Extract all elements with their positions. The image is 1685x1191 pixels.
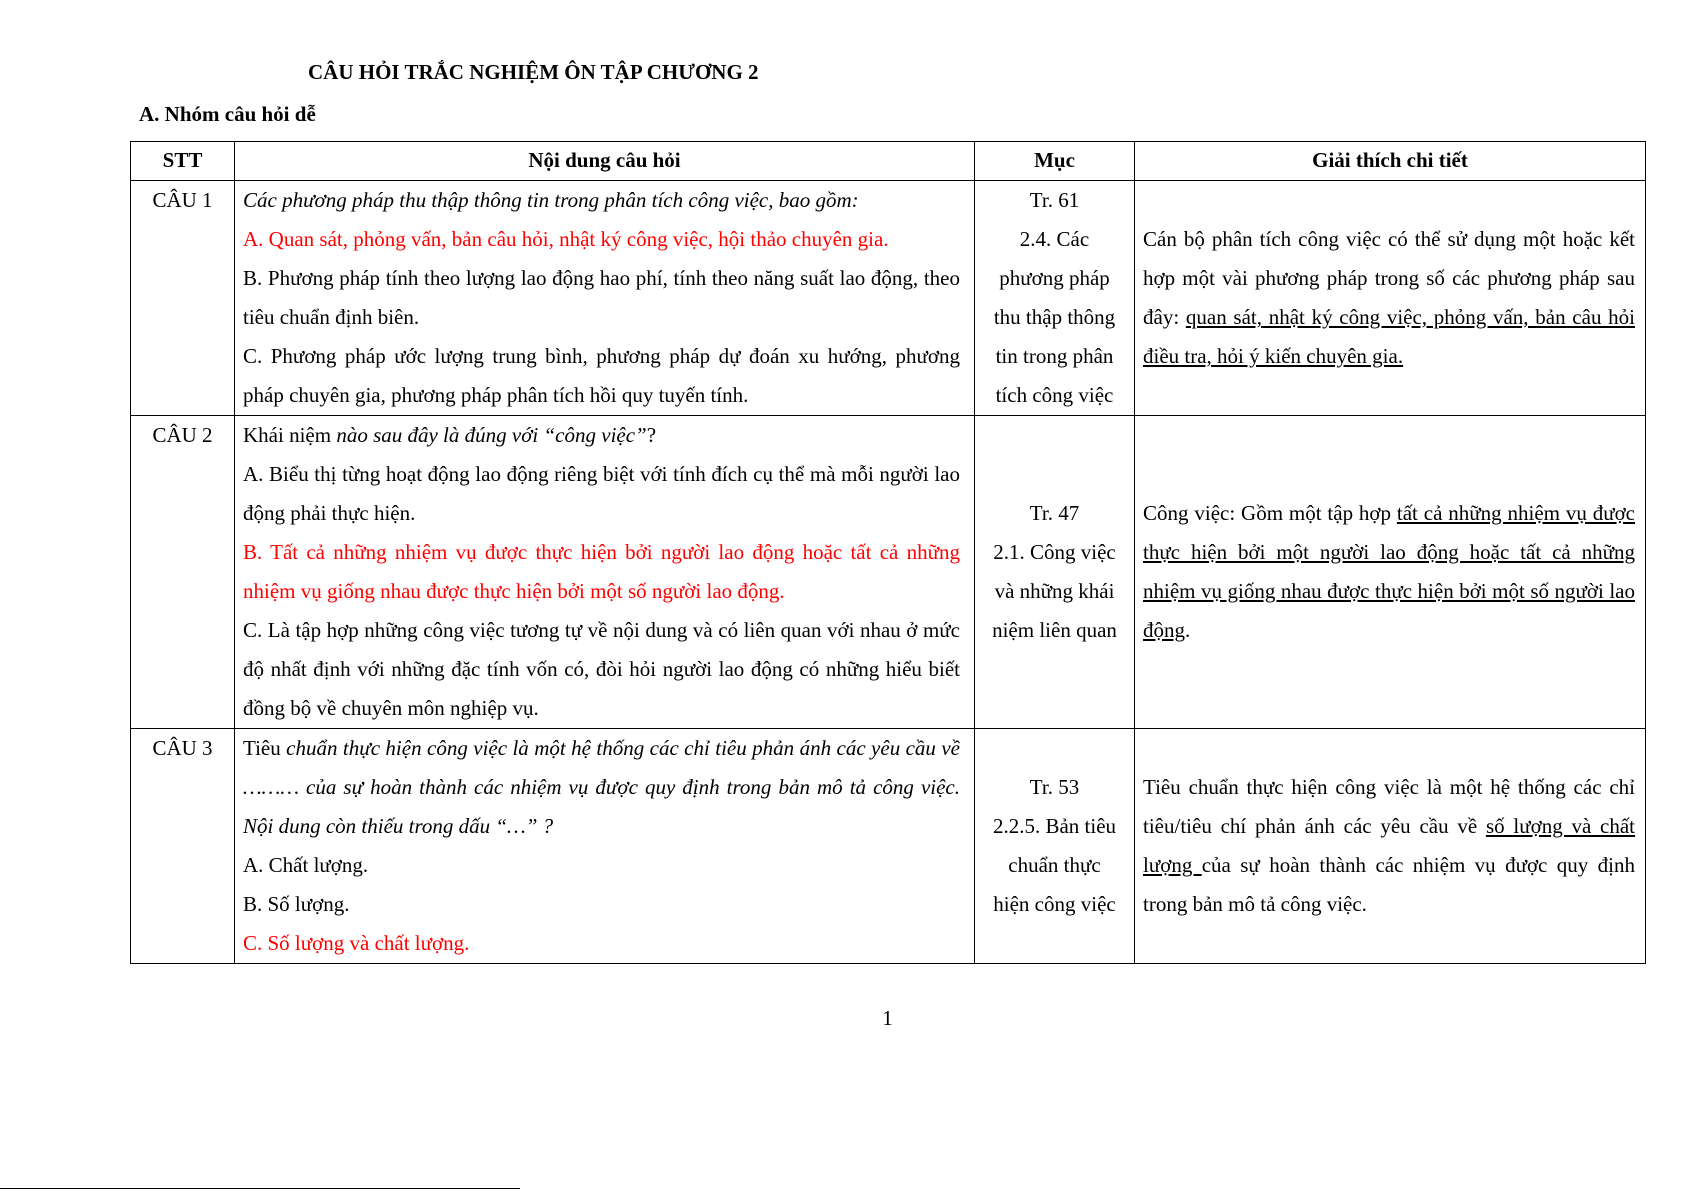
explanation-highlight: tất cả những nhiệm vụ được thực hiện bởi một người lao động hoặc tất cả những nhiệm vụ giống nhau được thực hiện bởi một số người lao động	[1143, 501, 1636, 642]
answer-option: B. Số lượng.	[243, 892, 350, 916]
table-header-row	[131, 142, 1646, 181]
explanation	[1135, 181, 1646, 416]
header-stt: STT	[131, 142, 235, 181]
page-number: 1	[882, 1006, 893, 1030]
question-content	[235, 729, 975, 964]
question-table	[130, 141, 1646, 964]
reference-line: Tr. 53	[1029, 775, 1080, 799]
reference-line: 2.2.5. Bản tiêu	[992, 814, 1117, 838]
explanation-text-end: của sự hoàn thành các nhiệm vụ được quy định trong bản mô tả công việc.	[1143, 853, 1635, 916]
section-reference	[975, 181, 1135, 416]
answer-option: C. Là tập hợp những công việc tương tự về nội dung và có liên quan với nhau ở mức độ nhất định với những đặc tính vốn có, đòi hỏi người lao động có những hiểu biết đồng bộ về chuyên môn nghiệp vụ.	[243, 618, 960, 720]
table-row	[131, 181, 1646, 416]
answer-option: B. Phương pháp tính theo lượng lao động hao phí, tính theo năng suất lao động, theo tiêu chuẩn định biên.	[243, 266, 960, 329]
page-title: CÂU HỎI TRẮC NGHIỆM ÔN TẬP CHƯƠNG 2	[308, 60, 759, 84]
reference-line: tin trong phân	[995, 344, 1114, 368]
header-ref: Mục	[975, 142, 1135, 181]
answer-option-correct: A. Quan sát, phỏng vấn, bản câu hỏi, nhật ký công việc, hội thảo chuyên gia.	[243, 227, 889, 251]
header-content: Nội dung câu hỏi	[235, 142, 975, 181]
reference-line: chuẩn thực	[1008, 853, 1101, 877]
answer-option: A. Chất lượng.	[243, 853, 369, 877]
reference-line: 2.4. Các	[1019, 227, 1090, 251]
reference-line: Tr. 61	[1029, 188, 1080, 212]
explanation-text: Tiêu chuẩn thực hiện công việc là một hệ thống các chỉ tiêu/tiêu chí phản ánh các yêu cầu về	[1143, 775, 1635, 838]
question-text: Các phương pháp thu thập thông tin trong phân tích công việc, bao gồm:	[243, 188, 859, 212]
question-text-start: Khái niệm	[243, 423, 337, 447]
question-content	[235, 416, 975, 729]
explanation-text: Cán bộ phân tích công việc có thể sử dụng một hoặc kết hợp một vài phương pháp trong số các phương pháp sau đây:	[1143, 227, 1635, 329]
question-text-italic: chuẩn thực hiện công việc là một hệ thống các chỉ tiêu phản ánh các yêu cầu về ……… của sự hoàn thành các nhiệm vụ được quy định trong bản mô tả công việc. Nội dung còn thiếu trong dấu “…” ?	[243, 736, 960, 838]
section-heading: A. Nhóm câu hỏi dễ	[139, 102, 316, 126]
reference-line: 2.1. Công việc	[993, 540, 1116, 564]
reference-line: tích công việc	[995, 383, 1114, 407]
question-text-italic: nào sau đây là đúng với “công việc”	[336, 423, 647, 447]
answer-option-correct: C. Số lượng và chất lượng.	[243, 931, 470, 955]
table-row	[131, 416, 1646, 729]
question-number: CÂU 2	[131, 416, 235, 729]
question-number: CÂU 1	[131, 181, 235, 416]
footer-rule	[0, 1188, 520, 1189]
reference-line: niệm liên quan	[992, 618, 1117, 642]
explanation-highlight: quan sát, nhật ký công việc, phỏng vấn, bản câu hỏi điều tra, hỏi ý kiến chuyên gia.	[1143, 305, 1636, 368]
answer-option: C. Phương pháp ước lượng trung bình, phương pháp dự đoán xu hướng, phương pháp chuyên gia, phương pháp phân tích hồi quy tuyến tính.	[243, 344, 960, 407]
question-text	[243, 416, 960, 455]
table-row	[131, 729, 1646, 964]
explanation-highlight: số lượng và chất lượng	[1143, 814, 1636, 877]
reference-line: phương pháp	[999, 266, 1110, 290]
answer-option: A. Biểu thị từng hoạt động lao động riêng biệt với tính đích cụ thể mà mỗi người lao động phải thực hiện.	[243, 462, 960, 525]
explanation-text-end: .	[1185, 618, 1191, 642]
question-text-start: Tiêu	[243, 736, 287, 760]
reference-line: thu thập thông	[993, 305, 1116, 329]
explanation	[1135, 729, 1646, 964]
reference-line: và những khái	[994, 579, 1115, 603]
question-content	[235, 181, 975, 416]
answer-option-correct: B. Tất cả những nhiệm vụ được thực hiện bởi người lao động hoặc tất cả những nhiệm vụ giống nhau được thực hiện bởi một số người lao động.	[243, 540, 960, 603]
section-reference	[975, 729, 1135, 964]
section-reference	[975, 416, 1135, 729]
question-text	[243, 729, 960, 846]
question-text-end: ?	[646, 423, 657, 447]
reference-line: hiện công việc	[993, 892, 1116, 916]
explanation	[1135, 416, 1646, 729]
reference-line: Tr. 47	[1029, 501, 1080, 525]
explanation-text: Công việc: Gồm một tập hợp	[1143, 501, 1397, 525]
question-number: CÂU 3	[131, 729, 235, 964]
header-explain: Giải thích chi tiết	[1135, 142, 1646, 181]
